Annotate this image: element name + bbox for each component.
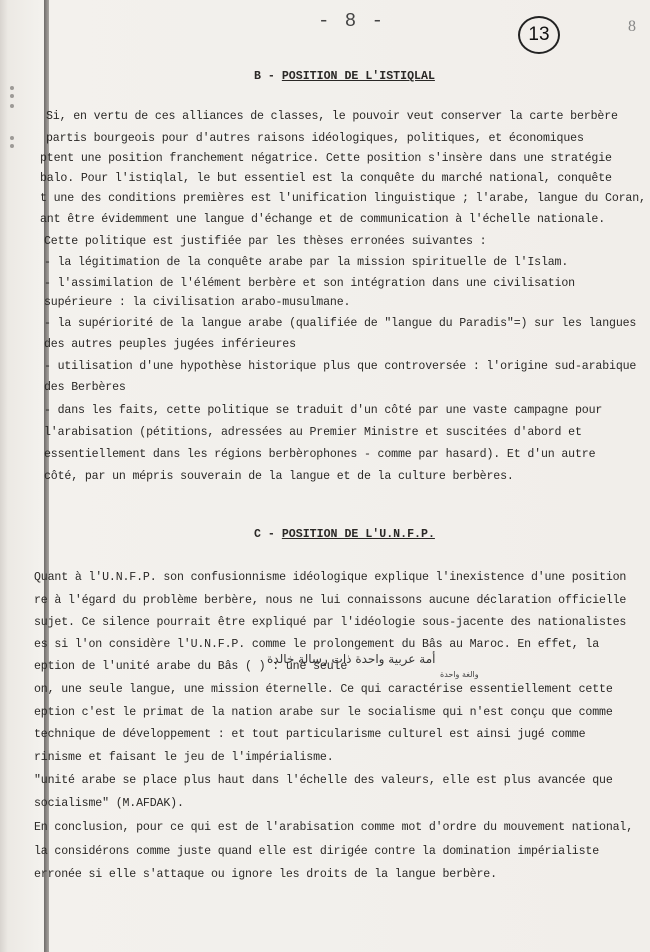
paragraph-line: la considérons comme juste quand elle est dirigée contre la domination impérialiste bbox=[34, 845, 600, 858]
list-item: - la supériorité de la langue arabe (qualifiée de "langue du Paradis"=) sur les langues bbox=[44, 317, 637, 330]
paragraph-line: rinisme et faisant le jeu de l'impérialisme. bbox=[34, 751, 334, 764]
paragraph-line: t une des conditions premières est l'unification linguistique ; l'arabe, langue du Coran, bbox=[40, 192, 646, 205]
list-item: l'arabisation (pétitions, adressées au Premier Ministre et suscitées d'abord et bbox=[44, 426, 582, 439]
circled-number-text: 13 bbox=[528, 24, 550, 45]
list-item: - la légitimation de la conquête arabe par la mission spirituelle de l'Islam. bbox=[44, 256, 569, 269]
list-item: côté, par un mépris souverain de la langue et de la culture berbères. bbox=[44, 470, 514, 483]
list-item: des Berbères bbox=[44, 381, 126, 394]
paragraph-line: balo. Pour l'istiqlal, le but essentiel est la conquête du marché national, conquête bbox=[40, 172, 612, 185]
arabic-annotation: والغة واحدة bbox=[440, 670, 479, 679]
paragraph-line: ant être évidemment une langue d'échange et de communication à l'échelle nationale. bbox=[40, 213, 606, 226]
section-c-title: POSITION DE L'U.N.F.P. bbox=[281, 528, 435, 541]
paragraph-line: Cette politique est justifiée par les thèses erronées suivantes : bbox=[44, 235, 487, 248]
circled-page-number bbox=[518, 16, 560, 54]
paragraph-line: eption de l'unité arabe du Bâs ( ) : une seule bbox=[34, 660, 348, 673]
corner-mark: 8 bbox=[628, 18, 636, 35]
paragraph-line: ptent une position franchement négatrice. Cette position s'insère dans une stratégie bbox=[40, 152, 612, 165]
paragraph-line: eption c'est le primat de la nation arabe sur le socialisme qui n'est conçu que comme bbox=[34, 706, 613, 719]
section-b-title: POSITION DE L'ISTIQLAL bbox=[281, 70, 435, 83]
paragraph-line: partis bourgeois pour d'autres raisons idéologiques, politiques, et économiques bbox=[46, 132, 584, 145]
paragraph-line: es si l'on considère l'U.N.F.P. comme le prolongement du Bâs au Maroc. En effet, la bbox=[34, 638, 600, 651]
section-c-prefix: C - bbox=[254, 528, 282, 541]
quote-line: "unité arabe se place plus haut dans l'échelle des valeurs, elle est plus avancée que bbox=[34, 774, 613, 787]
list-item: - dans les faits, cette politique se traduit d'un côté par une vaste campagne pour bbox=[44, 404, 603, 417]
arabic-slogan: أمة عربية واحدة ذات رسالة خالدة bbox=[267, 652, 436, 666]
list-item: supérieure : la civilisation arabo-musulmane. bbox=[44, 296, 351, 309]
list-item: - utilisation d'une hypothèse historique plus que controversée : l'origine sud-arabique bbox=[44, 360, 637, 373]
section-b-prefix: B - bbox=[254, 70, 282, 83]
paragraph-line: Si, en vertu de ces alliances de classes, le pouvoir veut conserver la carte berbère bbox=[46, 110, 618, 123]
paragraph-line: erronée si elle s'attaque ou ignore les droits de la langue berbère. bbox=[34, 868, 497, 881]
list-item: essentiellement dans les régions berbèrophones - comme par hasard). Et d'un autre bbox=[44, 448, 596, 461]
paragraph-line: sujet. Ce silence pourrait être expliqué par l'idéologie sous-jacente des nationalistes bbox=[34, 616, 627, 629]
punch-mark bbox=[10, 104, 14, 108]
paragraph-line: re à l'égard du problème berbère, nous ne lui connaissons aucune déclaration officielle bbox=[34, 594, 627, 607]
punch-mark bbox=[10, 136, 14, 140]
list-item: des autres peuples jugées inférieures bbox=[44, 338, 296, 351]
paragraph-line: En conclusion, pour ce qui est de l'arabisation comme mot d'ordre du mouvement national, bbox=[34, 821, 634, 834]
punch-mark bbox=[10, 94, 14, 98]
paragraph-line: Quant à l'U.N.F.P. son confusionnisme idéologique explique l'inexistence d'une position bbox=[34, 571, 627, 584]
paragraph-line: technique de développement : et tout particularisme culturel est ainsi jugé comme bbox=[34, 728, 586, 741]
section-b-heading bbox=[254, 70, 435, 83]
page-number: - 8 - bbox=[318, 10, 386, 32]
punch-mark bbox=[10, 144, 14, 148]
list-item: - l'assimilation de l'élément berbère et son intégration dans une civilisation bbox=[44, 277, 575, 290]
quote-line: socialisme" (M.AFDAK). bbox=[34, 797, 184, 810]
section-c-heading bbox=[254, 528, 435, 541]
punch-mark bbox=[10, 86, 14, 90]
paragraph-line: on, une seule langue, une mission éternelle. Ce qui caractérise essentiellement cette bbox=[34, 683, 613, 696]
